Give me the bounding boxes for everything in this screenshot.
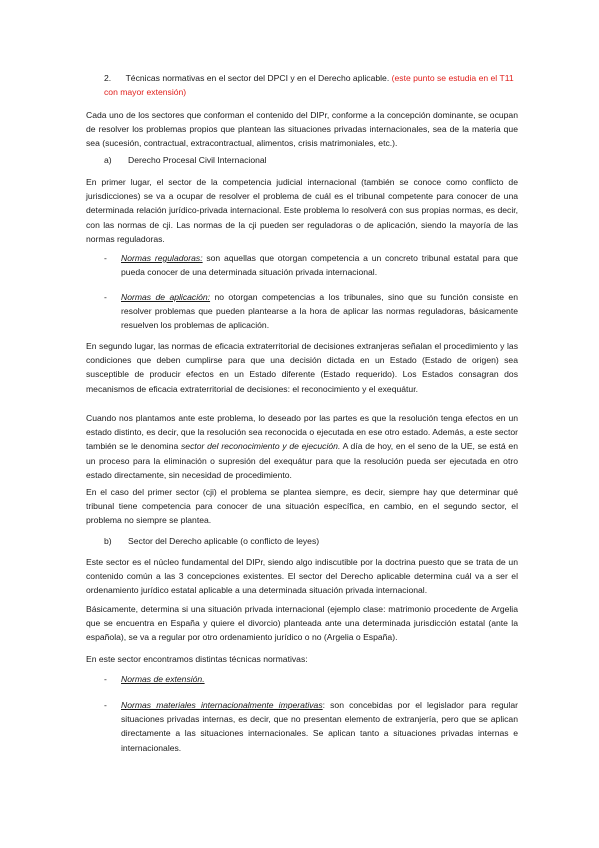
paragraph-a3-text: Cuando nos plantamos ante este problema, lo deseado por las partes es que la resolución tenga efectos en un estado distinto, es decir, que la resolución sea reconocida o ejecutada en ese otro estado. Además, a este sector también se le denomina: [86, 413, 518, 452]
bullet-term: Normas de extensión.: [121, 674, 205, 684]
bullet-text: son aquellas que otorgan competencia a un concreto tribunal estatal para que pueda conocer de una determinada situación privada internacional.: [121, 253, 518, 278]
bullet-normas-extension: [121, 672, 518, 686]
paragraph-a2: En segundo lugar, las normas de eficacia extraterritorial de decisiones extranjeras señalan el procedimiento y las condiciones que deben cumplirse para que una decisión dictada en un Estado (Estado de origen) sea susceptible de producir efectos en un Estado diferente (Estado requerido). Los Estados consagran dos mecanismos de eficacia extraterritorial de decisiones: el reconocimiento y el exequátur.: [86, 341, 518, 394]
subsection-b-heading: [104, 534, 319, 548]
paragraph-a1: En primer lugar, el sector de la competencia judicial internacional (también se conoce como conflicto de jurisdicciones) se va a ocupar de resolver el problema de cuál es el tribunal competente para conocer de una determinada relación jurídico-privada internacional. Este problema lo resolverá con sus propias normas, es decir, con las normas de cji. Las normas de la cji pueden ser reguladoras o de aplicación, siendo la mayoría de las normas reguladoras.: [86, 177, 518, 244]
bullet-marker: -: [104, 253, 107, 263]
paragraph-b1: Este sector es el núcleo fundamental del DIPr, siendo algo indiscutible por la doctrina puesto que se trata de un contenido común a las 3 concepciones existentes. El sector del Derecho aplicable determina cuál va a ser el ordenamiento jurídico estatal aplicable a una determinada situación privada internacional.: [86, 557, 518, 596]
bullet-term: Normas reguladoras:: [121, 253, 203, 263]
subsection-a-title: Derecho Procesal Civil Internacional: [128, 155, 267, 165]
paragraph-b2: Básicamente, determina si una situación privada internacional (ejemplo clase: matrimonio procedente de Argelia que se encuentra en España y quiere el divorcio) planteada ante una determinada jurisdicción estatal (ante la española), se va a regular por otro ordenamiento jurídico o no (Argelia o España).: [86, 604, 518, 643]
subsection-a-heading: [104, 153, 267, 167]
bullet-normas-aplicacion: [121, 290, 518, 333]
section-heading: [104, 71, 524, 99]
bullet-text: no otorgan competencias a los tribunales, sino que su función consiste en resolver problemas que pueden plantearse a la hora de aplicar las normas reguladoras, básicamente resuelven los problemas de aplicación.: [121, 292, 518, 331]
paragraph-b3: En este sector encontramos distintas técnicas normativas:: [86, 654, 308, 664]
subsection-a-letter: a): [104, 155, 112, 165]
bullet-term: Normas de aplicación:: [121, 292, 211, 302]
section-number: 2.: [104, 73, 112, 83]
bullet-marker: -: [104, 292, 107, 302]
subsection-b-title: Sector del Derecho aplicable (o conflicto de leyes): [128, 536, 320, 546]
bullet-term: Normas materiales internacionalmente imperativas: [121, 700, 323, 710]
subsection-b-letter: b): [104, 536, 112, 546]
bullet-marker: -: [104, 674, 107, 684]
section-title: Técnicas normativas en el sector del DPCI y en el Derecho aplicable.: [125, 73, 390, 83]
paragraph-a3: [86, 411, 518, 482]
paragraph-a3-italic: sector del reconocimiento y de ejecución.: [181, 441, 341, 452]
intro-paragraph: Cada uno de los sectores que conforman el contenido del DIPr, conforme a la concepción dominante, se ocupan de resolver los problemas propios que plantean las situaciones privadas internacionales, sea de la materia que sea (sucesión, contractual, extracontractual, alimentos, crisis matrimoniales, etc.).: [86, 110, 518, 149]
paragraph-a3-text-end: A día de hoy, en el seno de la UE, se está en un proceso para la eliminación o supresión del exequátur para que la resolución pueda ser ejecutada en otro estado directamente, sin necesidad de procedimiento.: [86, 441, 518, 480]
section-note: (este punto se estudia en el T11 con mayor extensión): [104, 73, 514, 98]
bullet-normas-reguladoras: [121, 251, 518, 279]
paragraph-a4: En el caso del primer sector (cji) el problema se plantea siempre, es decir, siempre hay que determinar qué tribunal tiene competencia para conocer de una situación específica, en cambio, en el segundo sector, el problema no siempre se plantea.: [86, 487, 518, 526]
bullet-marker: -: [104, 700, 107, 710]
bullet-normas-materiales: [121, 698, 518, 755]
bullet-text: : son concebidas por el legislador para regular situaciones privadas internas, es decir, que no presentan elemento de extranjería, pero que se aplican directamente a las situaciones internacionales. Se aplican tanto a situaciones privadas internas e internacionales.: [121, 700, 518, 753]
